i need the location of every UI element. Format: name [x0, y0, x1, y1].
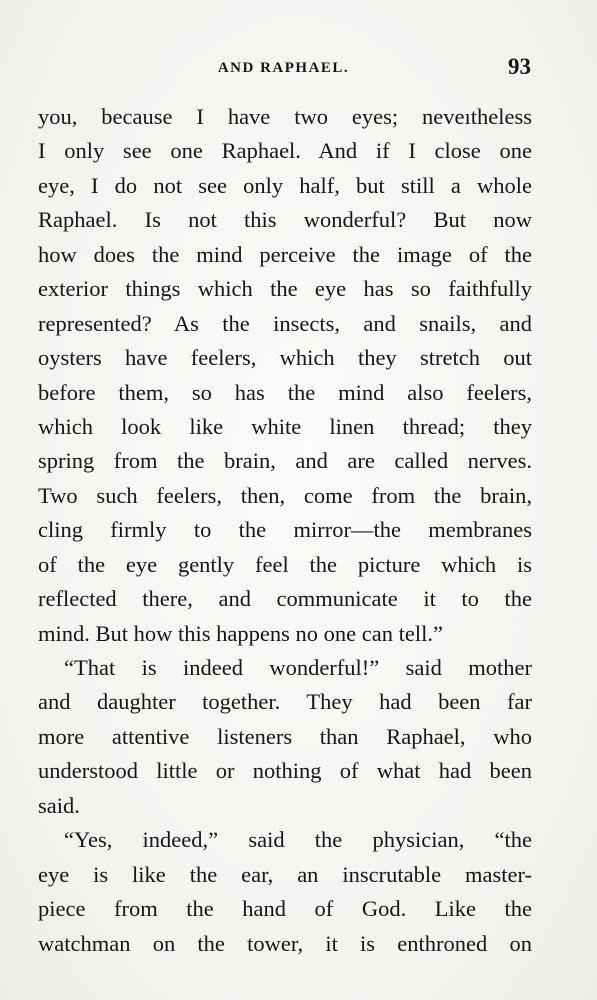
text-line: cling firmly to the mirror—the membranes	[38, 517, 532, 543]
text-line: reflected there, and communicate it to the	[38, 586, 532, 612]
text-line: you, because I have two eyes; neveıtheless	[38, 104, 532, 129]
text-line: spring from the brain, and are called nerves.	[38, 448, 532, 474]
text-line: before them, so has the mind also feelers,	[38, 379, 532, 405]
page-number: 93	[508, 54, 531, 79]
text-line: “That is indeed wonderful!” said mother	[64, 655, 532, 680]
text-line: said.	[38, 792, 80, 818]
text-line: represented? As the insects, and snails, and	[38, 310, 532, 336]
text-line: “Yes, indeed,” said the physician, “the	[64, 827, 532, 853]
text-line: oysters have feelers, which they stretch out	[38, 345, 532, 371]
running-head	[36, 54, 531, 84]
text-line: Two such feelers, then, come from the brain,	[38, 482, 532, 508]
text-line: which look like white linen thread; they	[38, 413, 532, 439]
text-line: and daughter together. They had been far	[38, 689, 532, 715]
text-line: eye, I do not see only half, but still a whole	[38, 172, 532, 198]
text-line: piece from the hand of God. Like the	[38, 896, 532, 922]
text-line: exterior things which the eye has so faithfully	[38, 276, 532, 302]
text-line: I only see one Raphael. And if I close one	[38, 138, 532, 164]
text-line: more attentive listeners than Raphael, who	[38, 723, 532, 749]
body-text	[38, 100, 532, 961]
text-line: eye is like the ear, an inscrutable master-	[38, 861, 532, 887]
text-line: of the eye gently feel the picture which is	[38, 551, 532, 577]
text-line: Raphael. Is not this wonderful? But now	[38, 207, 532, 233]
text-line: how does the mind perceive the image of the	[38, 241, 532, 267]
text-line: mind. But how this happens no one can tell.”	[38, 620, 443, 646]
text-line: understood little or nothing of what had been	[38, 758, 532, 784]
running-title: AND RAPHAEL.	[217, 60, 350, 76]
text-line: watchman on the tower, it is enthroned on	[38, 930, 532, 956]
